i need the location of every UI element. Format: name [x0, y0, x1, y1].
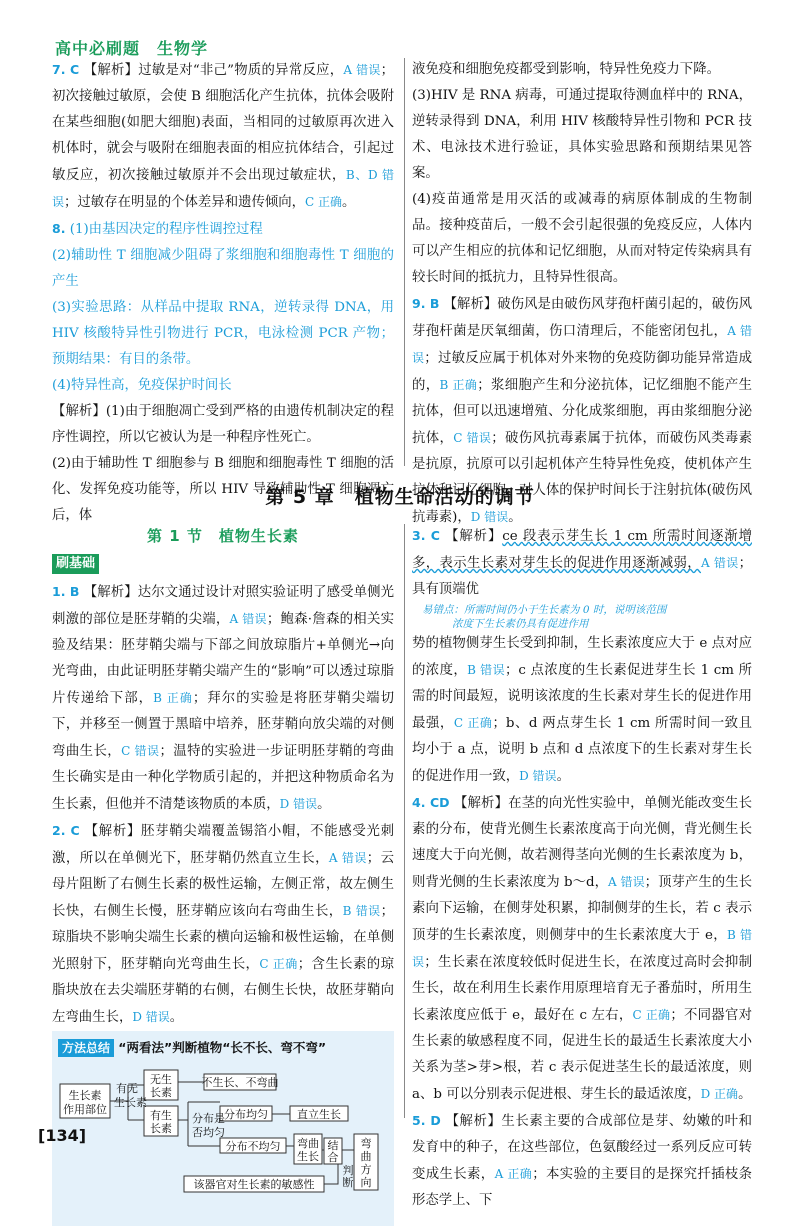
column-divider-top — [404, 58, 405, 466]
question-1: 1. B 【解析】达尔文通过设计对照实验证明了感受单侧光刺激的部位是胚芽鞘的尖端，A 错误；鲍森·詹森的相关实验及结果：胚芽鞘尖端与下部之间放琼脂片+单侧光→向光弯曲，由此证明胚芽鞘尖端产生的“影响”可以透过琼脂片传递给下部，B 正确；拜尔的实验是将胚芽鞘尖端切下，并移至一侧置于黑暗中培养，胚芽鞘向放尖端的对侧弯曲生长，C 错误；温特的实验进一步证明胚芽鞘的弯曲生长确实是由一种化学物质引起的，并把这种物质命名为生长素，但他并不清楚该物质的本质，D 错误。 — [52, 584, 395, 812]
explanation-8-3: (3)HIV 是 RNA 病毒，可通过提取待测血样中的 RNA，逆转录得到 DNA，利用 HIV 核酸特异性引物和 PCR 技术、电泳技术进行验证，具体实验思路和预期结果见答案。 — [412, 88, 752, 181]
diagram-even: 分布均匀 — [224, 1108, 268, 1121]
method-summary-box — [52, 1031, 394, 1226]
right-column-top — [412, 57, 752, 531]
question-5: 5. D 【解析】生长素主要的合成部位是芽、幼嫩的叶和发育中的种子，在这些部位，色氨酸经过一系列反应可转变成生长素，A 正确；本实验的主要目的是探究扦插枝条形态学上、下 — [412, 1113, 753, 1208]
diagram-dist-line2: 否均匀 — [192, 1126, 225, 1139]
diagram-dist-line1: 分布是 — [192, 1112, 225, 1125]
column-divider-bottom — [404, 524, 405, 1118]
diagram-uneven: 分布不均匀 — [225, 1140, 281, 1153]
explanation-8-1: 【解析】(1)由于细胞凋亡受到严格的由遗传机制决定的程序性调控，所以它被认为是一种程序性死亡。 — [52, 404, 394, 445]
basic-badge: 刷基础 — [52, 554, 99, 574]
diagram-direction-2: 曲 — [360, 1150, 372, 1163]
explanation-8-4: (4)疫苗通常是用灭活的或减毒的病原体制成的生物制品。接种疫苗后，一般不会引起很强的免疫反应，人体内可以产生相应的抗体和记忆细胞，从而对特定传染病具有较长时间的抵抗力，且特异性很高。 — [412, 192, 752, 285]
diagram-bend-line1: 弯曲 — [297, 1137, 319, 1150]
judgement-flow-diagram — [58, 1062, 388, 1222]
diagram-no-grow: 不生长、不弯曲 — [201, 1076, 279, 1089]
question-8-answer: 8. (1)由基因决定的程序性调控过程 — [52, 221, 263, 237]
question-2: 2. C 【解析】胚芽鞘尖端覆盖锡箔小帽，不能感受光刺激，所以在单侧光下，胚芽鞘仍然直立生长，A 错误；云母片阻断了右侧生长素的极性运输，左侧正常，故左侧生长快，右侧生长慢，胚芽鞘应该向右弯曲生长，B 错误；琼脂块不影响尖端生长素的横向运输和极性运输，在单侧光照射下，胚芽鞘向光弯曲生长，C 正确；含生长素的琼脂块放在去尖端胚芽鞘的右侧，右侧生长快，故胚芽鞘向左弯曲生长，D 错误。 — [52, 823, 395, 1025]
answer-8-4: (4)特异性高，免疫保护时间长 — [52, 378, 232, 393]
diagram-direction-4: 向 — [360, 1176, 372, 1189]
answer-8-2: (2)辅助性 T 细胞减少阻碍了浆细胞和细胞毒性 T 细胞的产生 — [52, 248, 394, 289]
question-3-cont: 势的植物侧芽生长受到抑制，生长素浓度应大于 e 点对应的浓度，B 错误；c 点浓度的生长素促进芽生长 1 cm 所需的时间最短，说明该浓度的生长素对芽生长的促进作用最强，C 正确；b、d 两点芽生长 1 cm 所需时间一致且均小于 a 点，说明 b 点和 d 点浓度下的生长素对芽生长的促进作用一致，D 错误。 — [412, 636, 753, 784]
diagram-combine-line1: 结 — [327, 1139, 339, 1152]
diagram-root-line1: 生长素 — [68, 1089, 102, 1102]
left-column-top — [52, 57, 394, 529]
right-column-bottom — [412, 523, 752, 1214]
question-7: 7. C 【解析】过敏是对“非己”物质的异常反应，A 错误；初次接触过敏原，会使 B 细胞活化产生抗体，抗体会吸附在某些细胞(如肥大细胞)表面，当相同的过敏原再次进入机体时，就会与吸附在细胞表面的相应抗体结合，引起过敏反应，初次接触过敏原并不会出现过敏症状，B、D 错误；过敏存在明显的个体差异和遗传倾向，C 正确。 — [52, 62, 394, 210]
diagram-has-line2: 长素 — [150, 1122, 172, 1135]
explanation-8-2: (2)由于辅助性 T 细胞参与 B 细胞和细胞毒性 T 细胞的活化、发挥免疫功能等，所以 HIV 导致辅助性 T 细胞凋亡后，体 — [52, 456, 394, 523]
left-column-bottom — [52, 523, 394, 1226]
page-header: 高中必刷题 生物学 — [55, 39, 209, 58]
diagram-straight: 直立生长 — [297, 1108, 341, 1121]
diagram-none-line2: 长素 — [150, 1086, 172, 1099]
method-title: “两看法”判断植物“长不长、弯不弯” — [118, 1040, 327, 1055]
section-title: 第 1 节 植物生长素 — [147, 527, 299, 545]
question-4: 4. CD 【解析】在茎的向光性实验中，单侧光能改变生长素的分布，使背光侧生长素浓度高于向光侧，背光侧生长速度大于向光侧，故若测得茎向光侧的生长素浓度为 b，则背光侧的生长素浓度为 b～d，A 错误；顶芽产生的生长素向下运输，在侧芽处积累，抑制侧芽的生长，若 c 表示顶芽的生长素浓度，则侧芽中的生长素浓度大于 e，B 错误；生长素在浓度较低时促进生长，在浓度过高时会抑制生长，故在利用生长素作用原理培育无子番茄时，所用生长素浓度应低于 e，最好在 c 左右，C 正确；不同器官对生长素的敏感程度不同，促进生长的最适生长素浓度大小关系为茎>芽>根，若 c 表示促进茎生长的最适浓度，则 a、b 可以分别表示促进根、芽生长的最适浓度，D 正确。 — [412, 795, 753, 1102]
answer-8-3: (3)实验思路：从样品中提取 RNA，逆转录得 DNA，用 HIV 核酸特异性引物进行 PCR，电泳检测 PCR 产物；预期结果：有目的条带。 — [52, 300, 394, 367]
diagram-has-line1: 有生 — [150, 1109, 172, 1122]
diagram-judge-line2: 断 — [342, 1176, 354, 1189]
diagram-direction-1: 弯 — [360, 1137, 372, 1150]
diagram-root-line2: 作用部位 — [63, 1103, 107, 1116]
diagram-direction-3: 方 — [360, 1163, 372, 1176]
diagram-has-none-line2: 生长素 — [114, 1096, 147, 1109]
chapter-title: 第 5 章 植物生命活动的调节 — [265, 486, 535, 508]
flow-diagram-svg — [58, 1062, 388, 1212]
diagram-sensitivity: 该器官对生长素的敏感性 — [193, 1178, 315, 1191]
continuation-text: 液免疫和细胞免疫都受到影响，特异性免疫力下降。 — [412, 62, 720, 77]
diagram-bend-line2: 生长 — [297, 1150, 319, 1163]
method-badge: 方法总结 — [58, 1039, 114, 1057]
question-9: 9. B 【解析】破伤风是由破伤风芽孢杆菌引起的，破伤风芽孢杆菌是厌氧细菌，伤口清理后，不能密闭包扎，A 错误；过敏反应属于机体对外来物的免疫防御功能异常造成的，B 正确；浆细胞产生和分泌抗体，记忆细胞不能产生抗体，但可以迅速增殖、分化成浆细胞，再由浆细胞分泌抗体，C 错误；破伤风抗毒素属于抗体，而破伤风类毒素是抗原，抗原可以引起机体产生特异性免疫，使机体产生抗体和记忆细胞，对人体的保护时间长于注射抗体(破伤风抗毒素)，D 错误。 — [412, 296, 753, 525]
diagram-has-none-line1: 有无 — [116, 1082, 138, 1095]
diagram-judge-line1: 判 — [342, 1164, 354, 1177]
diagram-none-line1: 无生 — [150, 1073, 172, 1086]
error-tip: 易错点：所需时间仍小于生长素为 0 时，说明该范围 浓度下生长素仍具有促进作用 — [422, 604, 667, 630]
page-number: [134] — [38, 1126, 87, 1145]
question-3: 3. C 【解析】ce 段表示芽生长 1 cm 所需时间逐渐增多，表示生长素对芽生长的促进作用逐渐减弱，A 错误；具有顶端优 — [412, 528, 753, 597]
diagram-combine-line2: 合 — [327, 1151, 339, 1164]
